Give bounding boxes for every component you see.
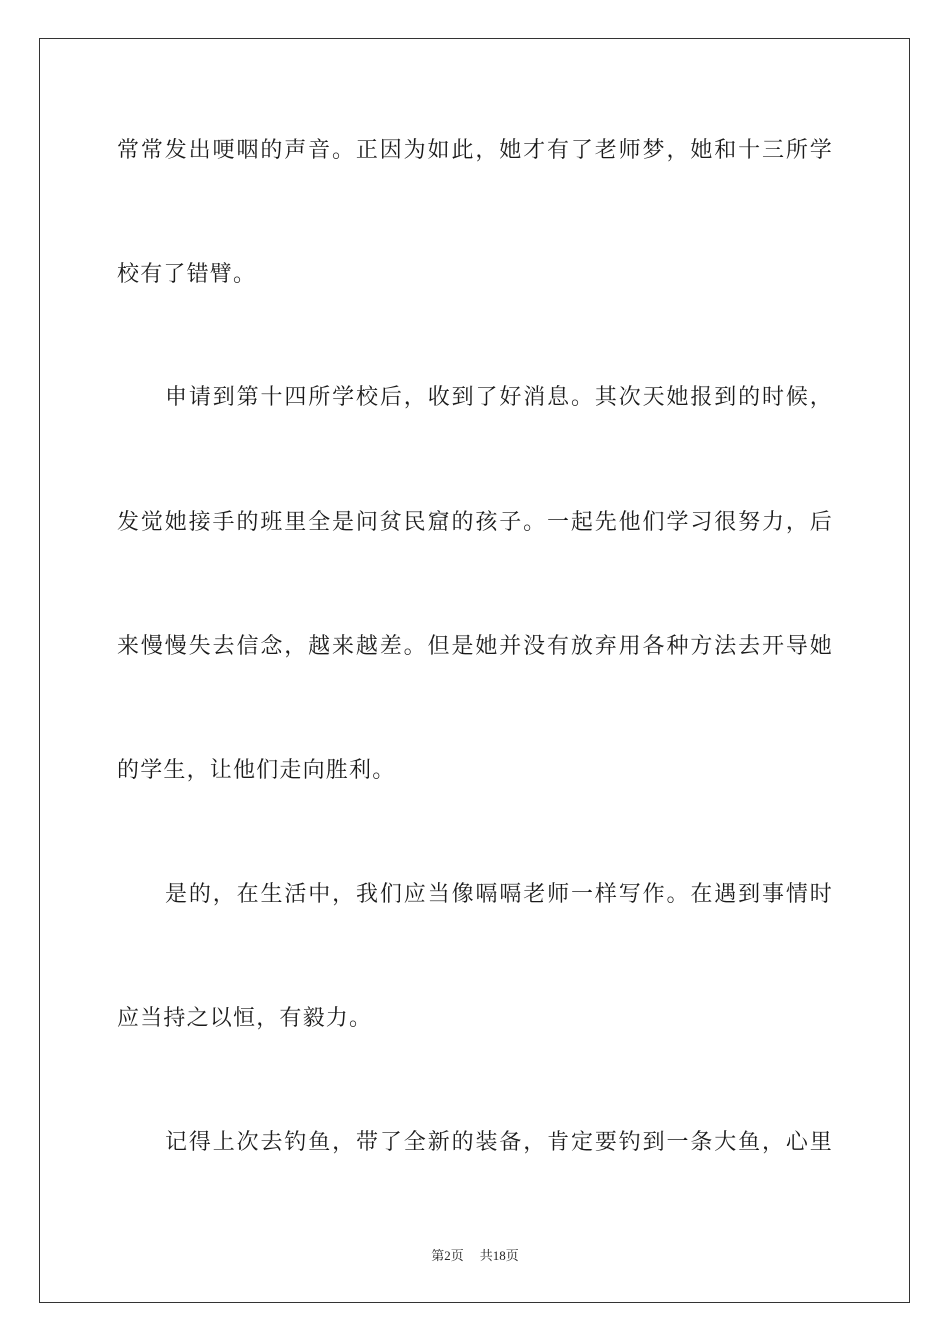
page-footer	[0, 1247, 950, 1265]
page-total: 共18页	[479, 1248, 519, 1263]
page-border	[39, 38, 910, 1303]
text-line: 常常发出哽咽的声音。正因为如此，她才有了老师梦，她和十三所学	[117, 138, 833, 163]
text-line: 申请到第十四所学校后，收到了好消息。其次天她报到的时候，	[165, 385, 833, 410]
text-line: 发觉她接手的班里全是问贫民窟的孩子。一起先他们学习很努力，后	[117, 510, 833, 535]
text-line: 的学生，让他们走向胜利。	[117, 758, 396, 783]
text-line: 来慢慢失去信念，越来越差。但是她并没有放弃用各种方法去开导她	[117, 634, 833, 659]
text-line: 应当持之以恒，有毅力。	[117, 1006, 373, 1031]
text-line: 是的，在生活中，我们应当像嗝嗝老师一样写作。在遇到事情时	[165, 882, 833, 907]
text-line: 校有了错臂。	[117, 262, 257, 287]
page-number: 第2页	[431, 1248, 464, 1263]
text-line: 记得上次去钓鱼，带了全新的装备，肯定要钓到一条大鱼，心里	[165, 1130, 833, 1155]
